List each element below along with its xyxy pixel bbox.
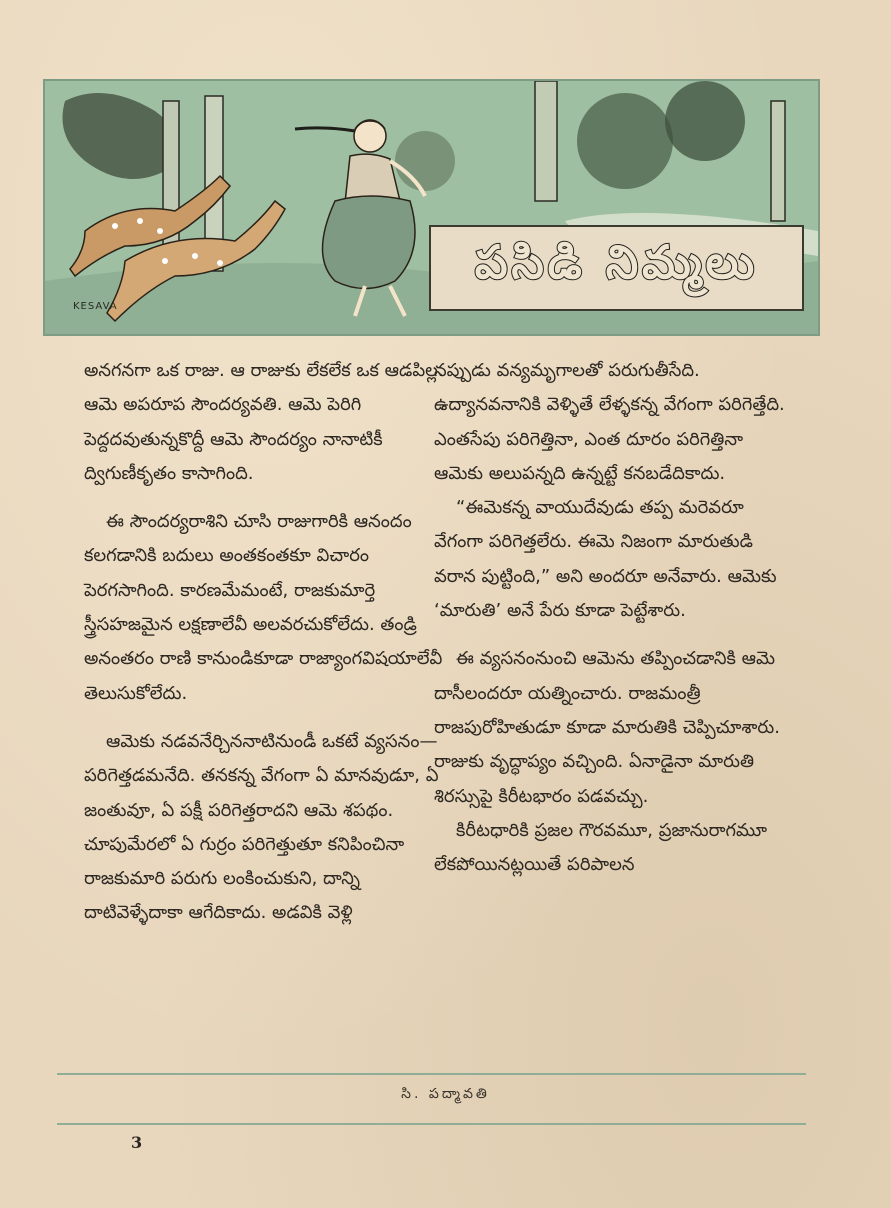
title-box [429,225,804,311]
paragraph-gap [84,491,446,505]
text-column-right [434,354,796,882]
bush [577,93,673,189]
paragraph: ఆమెకు నడవనేర్చిననాటినుండీ ఒకటే వ్యసనం—పరిగెత్తడమనేది. తనకన్న వేగంగా ఏ మానవుడూ, ఏ జంతువూ, ఏ పక్షీ పరిగెత్తరాదని ఆమె శపథం. చూపుమేరలో ఏ గుర్రం పరిగెత్తుతూ కనిపించినా రాజకుమారి పరుగు లంకించుకుని, దాన్ని దాటివెళ్ళేదాకా ఆగేదికాదు. అడవికి వెళ్లి [84,730,439,924]
paragraph: అనగనగా ఒక రాజు. ఆ రాజుకు లేకలేక ఒక ఆడపిల్ల. ఆమె అపరూప సౌందర్యవతి. ఆమె పెరిగి పెద్దదవుతున్నకొద్దీ ఆమె సౌందర్యం నానాటికీ ద్విగుణీకృతం కాసాగింది. [84,360,444,484]
text-column-left [84,354,446,931]
story-header-illustration [43,79,820,336]
paragraph: ఈ సౌందర్యరాశిని చూసి రాజుగారికి ఆనందం కలగడానికి బదులు అంతకంతకూ విచారం పెరగసాగింది. కారణమేమంటే, రాజకుమార్తె స్త్రీసహజమైన లక్షణాలేవీ అలవరచుకోలేదు. తండ్రి అనంతరం రాణి కానుండికూడా రాజ్యాంగవిషయాలేవీ తెలుసుకోలేదు. [84,511,443,704]
bush [665,81,745,161]
paragraph-gap [84,711,446,725]
artist-signature: KESAVA [73,301,118,312]
paragraph: “ఈమెకన్న వాయుదేవుడు తప్ప మరెవరూ వేగంగా పరిగెత్తలేరు. ఈమె నిజంగా మారుతుడి వరాన పుట్టింది,” అని అందరూ అనేవారు. ఆమెకు ‘మారుతి’ అనే పేరు కూడా పెట్టేశారు. [434,497,777,622]
story-title: పసిడి నిమ్మలు [474,235,759,289]
paragraph-gap [434,628,796,642]
author-credit: సి. పద్మావతి [401,1086,490,1102]
bush [395,131,455,191]
page-number: 3 [131,1133,143,1152]
tree-trunk [771,101,785,221]
footer-rule-bottom [57,1123,806,1125]
left-foliage [63,93,178,179]
paragraph: నప్పుడు వన్యమృగాలతో పరుగుతీసేది. ఉద్యానవనానికి వెళ్ళితే లేళ్ళకన్న వేగంగా పరిగెత్తేది. ఎంతసేపు పరిగెత్తినా, ఎంత దూరం పరిగెత్తినా ఆమెకు అలుపన్నది ఉన్నట్టే కనబడేదికాదు. [434,360,785,484]
paragraph: ఈ వ్యసనంనుంచి ఆమెను తప్పించడానికి ఆమె దాసీలందరూ యత్నించారు. రాజమంత్రీ రాజపురోహితుడూ కూడా మారుతికి చెప్పిచూశారు. రాజుకు వృద్ధాప్యం వచ్చింది. ఏనాడైనా మారుతి శిరస్సుపై కిరీటభారం పడవచ్చు. [434,648,780,807]
tree-trunk [535,81,557,201]
footer-rule-top [57,1073,806,1075]
paragraph: కిరీటధారికి ప్రజల గౌరవమూ, ప్రజానురాగమూ లేకపోయినట్లయితే పరిపాలన [434,819,768,876]
